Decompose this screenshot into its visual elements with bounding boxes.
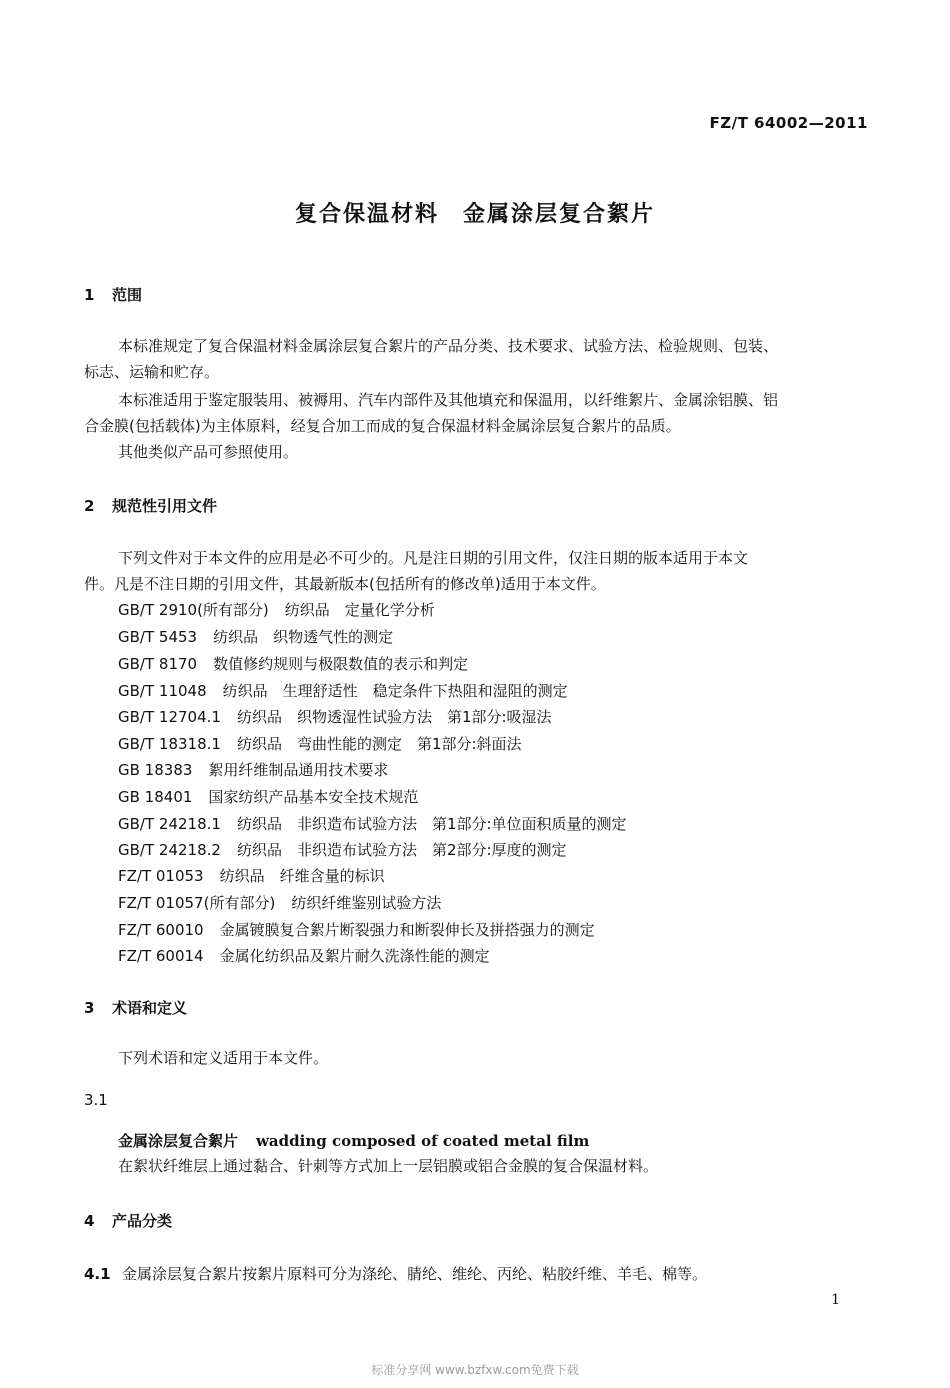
section-number: 2: [84, 497, 95, 515]
reference-title: 纺织品 织物透气性的测定: [213, 628, 394, 646]
document-title: 复合保温材料 金属涂层复合絮片: [294, 202, 655, 227]
reference-code: GB/T 11048: [118, 682, 207, 700]
reference-code: GB/T 5453: [118, 628, 198, 646]
section-4-heading: [84, 1210, 172, 1231]
subsection-number: 4.1: [84, 1265, 111, 1283]
reference-item: [118, 706, 552, 727]
reference-title: 纺织品 纤维含量的标识: [219, 867, 385, 885]
reference-title: 国家纺织产品基本安全技术规范: [208, 788, 419, 806]
reference-item: [118, 813, 627, 834]
reference-code: GB 18401: [118, 788, 193, 806]
section-1-heading: [84, 284, 142, 305]
reference-code: FZ/T 01053: [118, 867, 204, 885]
subsection-text: 金属涂层复合絮片按絮片原料可分为涤纶、腈纶、维纶、丙纶、粘胶纤维、羊毛、棉等。: [122, 1265, 708, 1283]
reference-code: GB/T 12704.1: [118, 708, 221, 726]
reference-item: [118, 839, 567, 860]
section-number: 1: [84, 286, 95, 304]
reference-code: GB/T 18318.1: [118, 735, 221, 753]
page-number: 1: [831, 1292, 840, 1308]
reference-item: [118, 945, 490, 966]
reference-item: [118, 759, 388, 780]
reference-item: [118, 599, 435, 620]
section-title: 产品分类: [112, 1212, 173, 1230]
s3-intro: 下列术语和定义适用于本文件。: [118, 1049, 329, 1067]
reference-code: FZ/T 01057(所有部分): [118, 894, 276, 912]
reference-code: GB/T 24218.2: [118, 841, 221, 859]
reference-code: GB/T 24218.1: [118, 815, 221, 833]
term-entry: [118, 1130, 589, 1151]
reference-code: GB/T 2910(所有部分): [118, 601, 269, 619]
reference-item: [118, 919, 595, 940]
subsection-number: 3.1: [84, 1091, 108, 1109]
section-number: 3: [84, 999, 95, 1017]
s1-p2-line1: 本标准适用于鉴定服装用、被褥用、汽车内部件及其他填充和保温用，以纤维絮片、金属涂铝膜、铝: [118, 391, 779, 409]
s1-p1-line2: 标志、运输和贮存。: [84, 363, 220, 381]
term-chinese: 金属涂层复合絮片: [118, 1132, 239, 1150]
s1-p2-line2: 合金膜(包括载体)为主体原料，经复合加工而成的复合保温材料金属涂层复合絮片的品质。: [84, 417, 681, 435]
standard-code: FZ/T 64002—2011: [709, 114, 868, 132]
reference-item: [118, 786, 418, 807]
s2-intro-line2: 件。凡是不注日期的引用文件，其最新版本(包括所有的修改单)适用于本文件。: [84, 575, 606, 593]
reference-title: 纺织品 非织造布试验方法 第1部分:单位面积质量的测定: [236, 815, 627, 833]
reference-item: [118, 733, 522, 754]
reference-title: 纺织品 弯曲性能的测定 第1部分:斜面法: [236, 735, 522, 753]
s1-p1-line1: 本标准规定了复合保温材料金属涂层复合絮片的产品分类、技术要求、试验方法、检验规则、包装、: [118, 337, 779, 355]
section-3-heading: [84, 997, 187, 1018]
reference-title: 数值修约规则与极限数值的表示和判定: [213, 655, 469, 673]
reference-title: 絮用纤维制品通用技术要求: [208, 761, 389, 779]
reference-code: GB/T 8170: [118, 655, 198, 673]
reference-title: 纺织品 定量化学分析: [284, 601, 435, 619]
s1-p3: 其他类似产品可参照使用。: [118, 443, 299, 461]
reference-item: [118, 865, 385, 886]
reference-title: 金属化纺织品及絮片耐久洗涤性能的测定: [219, 947, 490, 965]
reference-title: 纺织品 织物透湿性试验方法 第1部分:吸湿法: [236, 708, 552, 726]
reference-item: [118, 680, 568, 701]
section-2-heading: [84, 495, 217, 516]
reference-title: 金属镀膜复合絮片断裂强力和断裂伸长及拼搭强力的测定: [219, 921, 595, 939]
reference-title: 纺织品 生理舒适性 稳定条件下热阻和湿阻的测定: [222, 682, 568, 700]
section-title: 规范性引用文件: [112, 497, 218, 515]
section-title: 范围: [112, 286, 143, 304]
reference-code: GB 18383: [118, 761, 193, 779]
reference-code: FZ/T 60010: [118, 921, 204, 939]
term-definition: 在絮状纤维层上通过黏合、针刺等方式加上一层铝膜或铝合金膜的复合保温材料。: [118, 1157, 659, 1175]
watermark-text: 标准分享网 www.bzfxw.com免费下载: [371, 1363, 579, 1377]
section-number: 4: [84, 1212, 95, 1230]
reference-code: FZ/T 60014: [118, 947, 204, 965]
reference-title: 纺织品 非织造布试验方法 第2部分:厚度的测定: [236, 841, 567, 859]
section-title: 术语和定义: [112, 999, 188, 1017]
reference-item: [118, 626, 393, 647]
subsection-4-1: [84, 1263, 707, 1285]
reference-title: 纺织纤维鉴别试验方法: [291, 894, 442, 912]
s2-intro-line1: 下列文件对于本文件的应用是必不可少的。凡是注日期的引用文件，仅注日期的版本适用于本文: [118, 549, 749, 567]
term-english: wadding composed of coated metal film: [256, 1132, 590, 1150]
reference-item: [118, 892, 441, 913]
reference-item: [118, 653, 468, 674]
